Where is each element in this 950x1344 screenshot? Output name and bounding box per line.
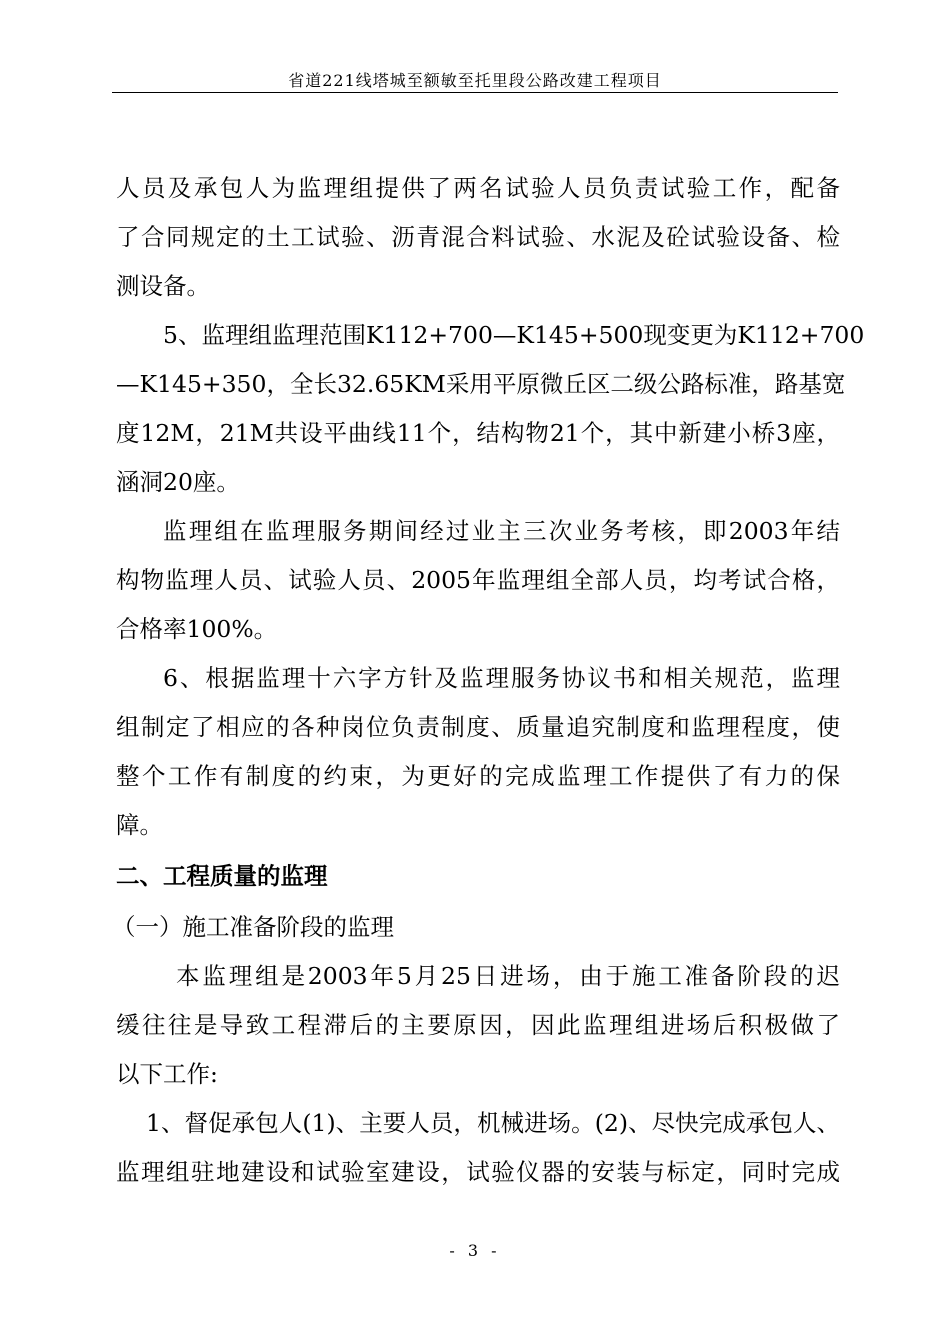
body-line: 缓往往是导致工程滞后的主要原因，因此监理组进场后积极做了	[116, 1011, 840, 1039]
body-line: 合格率100%。	[116, 615, 278, 643]
body-line: 监理组驻地建设和试验室建设，试验仪器的安装与标定，同时完成	[116, 1158, 840, 1186]
header-rule	[112, 92, 838, 93]
body-line: 了合同规定的土工试验、沥青混合料试验、水泥及砼试验设备、检	[116, 223, 840, 251]
header-title: 省道221线塔城至额敏至托里段公路改建工程项目	[288, 71, 662, 90]
body-line: 5、监理组监理范围K112+700—K145+500现变更为K112+700	[163, 321, 865, 349]
body-line: —K145+350，全长32.65KM采用平原微丘区二级公路标准，路基宽	[116, 370, 846, 398]
body-line: 6、根据监理十六字方针及监理服务协议书和相关规范，监理	[163, 664, 840, 692]
section-heading: 二、工程质量的监理	[116, 862, 328, 890]
body-line: 测设备。	[116, 272, 210, 300]
body-line: 人员及承包人为监理组提供了两名试验人员负责试验工作，配备	[116, 174, 840, 202]
body-line: 1、督促承包人(1)、主要人员，机械进场。(2)、尽快完成承包人、	[146, 1109, 840, 1137]
body-line: 障。	[116, 811, 163, 839]
subsection-heading: （一）施工准备阶段的监理	[112, 913, 394, 941]
body-line: 本监理组是2003年5月25日进场，由于施工准备阶段的迟	[176, 962, 840, 990]
body-line: 组制定了相应的各种岗位负责制度、质量追究制度和监理程度，使	[116, 713, 840, 741]
body-line: 涵洞20座。	[116, 468, 240, 496]
page-number: - 3 -	[449, 1241, 501, 1260]
body-line: 监理组在监理服务期间经过业主三次业务考核，即2003年结	[163, 517, 840, 545]
body-line: 整个工作有制度的约束，为更好的完成监理工作提供了有力的保	[116, 762, 840, 790]
body-line: 度12M，21M共设平曲线11个，结构物21个，其中新建小桥3座，	[116, 419, 840, 447]
body-line: 以下工作:	[116, 1060, 218, 1088]
body-line: 构物监理人员、试验人员、2005年监理组全部人员，均考试合格，	[116, 566, 840, 594]
